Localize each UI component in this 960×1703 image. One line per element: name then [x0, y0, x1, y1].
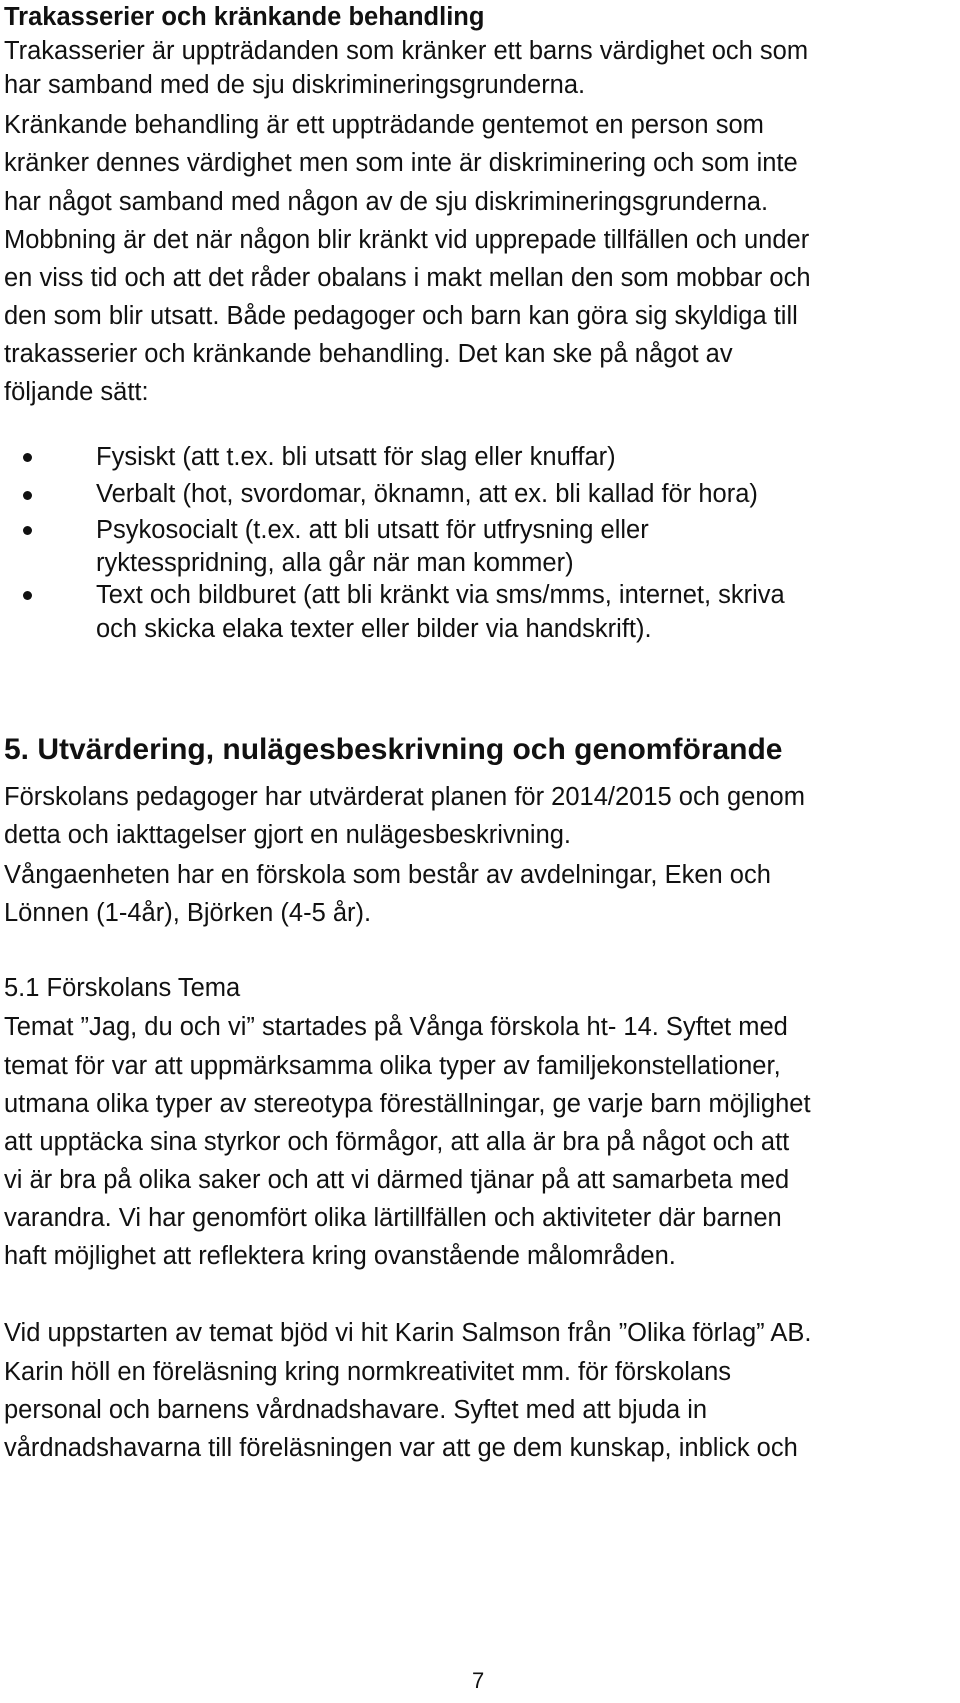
list-item-continuation: ryktesspridning, alla går när man kommer)	[96, 549, 574, 577]
paragraph-line: temat för var att uppmärksamma olika typer av familjekonstellationer,	[4, 1052, 781, 1080]
paragraph-line: har något samband med någon av de sju diskrimineringsgrunderna.	[4, 188, 769, 216]
bullet-icon	[23, 526, 32, 535]
bullet-icon	[23, 591, 32, 600]
paragraph-line: Trakasserier är uppträdanden som kränker ett barns värdighet och som	[4, 37, 809, 65]
paragraph-line: utmana olika typer av stereotypa föreställningar, ge varje barn möjlighet	[4, 1090, 811, 1118]
paragraph-line: detta och iakttagelser gjort en nulägesbeskrivning.	[4, 821, 572, 849]
list-item: Verbalt (hot, svordomar, öknamn, att ex. bli kallad för hora)	[96, 480, 758, 508]
paragraph-line: vårdnadshavarna till föreläsningen var att ge dem kunskap, inblick och	[4, 1434, 798, 1462]
section-heading: Trakasserier och kränkande behandling	[4, 3, 485, 31]
list-item-continuation: och skicka elaka texter eller bilder via handskrift).	[96, 615, 652, 643]
bullet-icon	[23, 453, 32, 462]
list-item: Text och bildburet (att bli kränkt via sms/mms, internet, skriva	[96, 581, 785, 609]
paragraph-line: följande sätt:	[4, 378, 149, 406]
paragraph-line: varandra. Vi har genomfört olika lärtillfällen och aktiviteter där barnen	[4, 1204, 782, 1232]
paragraph-line: Förskolans pedagoger har utvärderat planen för 2014/2015 och genom	[4, 783, 805, 811]
paragraph-line: Mobbning är det när någon blir kränkt vid upprepade tillfällen och under	[4, 226, 810, 254]
paragraph-line: trakasserier och kränkande behandling. Det kan ske på något av	[4, 340, 733, 368]
paragraph-line: Vid uppstarten av temat bjöd vi hit Karin Salmson från ”Olika förlag” AB.	[4, 1319, 812, 1347]
paragraph-line: att upptäcka sina styrkor och förmågor, att alla är bra på något och att	[4, 1128, 790, 1156]
paragraph-line: den som blir utsatt. Både pedagoger och barn kan göra sig skyldiga till	[4, 302, 798, 330]
paragraph-line: en viss tid och att det råder obalans i makt mellan den som mobbar och	[4, 264, 811, 292]
list-item: Psykosocialt (t.ex. att bli utsatt för utfrysning eller	[96, 516, 649, 544]
section-5-1-heading: 5.1 Förskolans Tema	[4, 974, 241, 1002]
section-5-heading: 5. Utvärdering, nulägesbeskrivning och genomförande	[4, 733, 783, 766]
paragraph-line: vi är bra på olika saker och att vi därmed tjänar på att samarbeta med	[4, 1166, 790, 1194]
paragraph-line: Kränkande behandling är ett uppträdande gentemot en person som	[4, 111, 764, 139]
bullet-icon	[23, 491, 32, 500]
paragraph-line: personal och barnens vårdnadshavare. Syftet med att bjuda in	[4, 1396, 708, 1424]
paragraph-line: Vångaenheten har en förskola som består av avdelningar, Eken och	[4, 861, 771, 889]
paragraph-line: haft möjlighet att reflektera kring ovanstående målområden.	[4, 1242, 676, 1270]
page-number: 7	[472, 1668, 485, 1693]
paragraph-line: Temat ”Jag, du och vi” startades på Vånga förskola ht- 14. Syftet med	[4, 1013, 788, 1041]
paragraph-line: Lönnen (1-4år), Björken (4-5 år).	[4, 899, 372, 927]
paragraph-line: kränker dennes värdighet men som inte är diskriminering och som inte	[4, 149, 798, 177]
paragraph-line: Karin höll en föreläsning kring normkreativitet mm. för förskolans	[4, 1358, 732, 1386]
list-item: Fysiskt (att t.ex. bli utsatt för slag eller knuffar)	[96, 443, 616, 471]
paragraph-line: har samband med de sju diskrimineringsgrunderna.	[4, 71, 586, 99]
